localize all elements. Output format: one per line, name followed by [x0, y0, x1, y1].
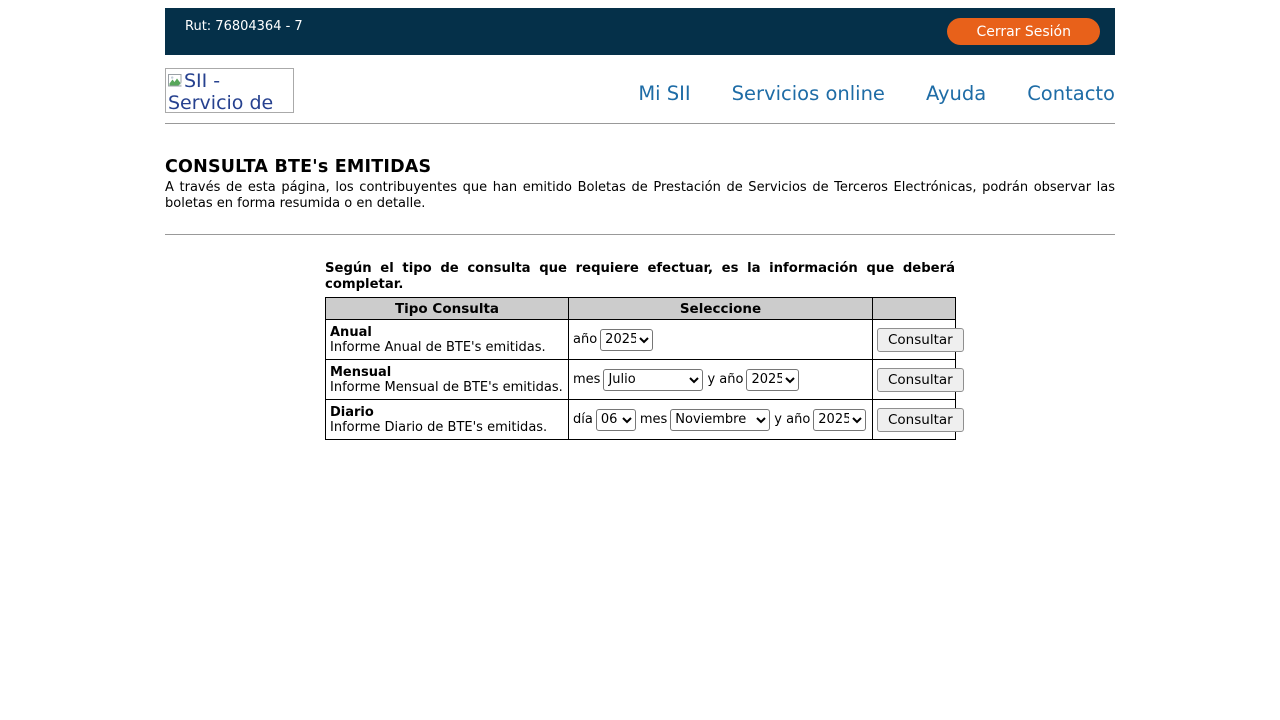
broken-image-icon	[168, 74, 183, 88]
diario-tipo-label: Diario	[330, 404, 374, 420]
main-content	[165, 157, 1115, 440]
anual-tipo-cell	[326, 320, 569, 360]
main-nav	[638, 82, 1115, 105]
mensual-mes-select[interactable]	[603, 369, 703, 391]
mensual-mes-label: mes	[573, 372, 601, 387]
rut-label: Rut: 76804364 - 7	[185, 19, 303, 34]
topbar	[165, 8, 1115, 55]
consulta-table	[325, 297, 956, 440]
logo-alt-text: SII - Servicio de	[168, 70, 274, 113]
diario-consultar-button[interactable]: Consultar	[877, 408, 964, 432]
col-header-empty	[873, 298, 956, 320]
mensual-consultar-button[interactable]: Consultar	[877, 368, 964, 392]
mensual-anio-label: y año	[707, 372, 744, 387]
page-container	[165, 8, 1115, 440]
col-header-tipo-consulta: Tipo Consulta	[326, 298, 569, 320]
diario-tipo-cell	[326, 400, 569, 440]
mensual-tipo-cell	[326, 360, 569, 400]
logout-button[interactable]: Cerrar Sesión	[947, 18, 1100, 45]
consulta-intro: Según el tipo de consulta que requiere efectuar, es la información que deberá completar.	[325, 261, 955, 292]
col-header-seleccione: Seleccione	[569, 298, 873, 320]
mensual-anio-select[interactable]	[746, 369, 799, 391]
anual-anio-select[interactable]	[600, 329, 653, 351]
anual-button-cell	[873, 320, 956, 360]
diario-mes-label: mes	[639, 412, 668, 427]
diario-button-cell	[873, 400, 956, 440]
page-description: A través de esta página, los contribuyentes que han emitido Boletas de Prestación de Servicios de Terceros Electrónicas, podrán observar las boletas en forma resumida o en detalle.	[165, 180, 1115, 211]
anual-descripcion: Informe Anual de BTE's emitidas.	[330, 339, 546, 355]
consulta-section	[325, 261, 955, 440]
mensual-tipo-label: Mensual	[330, 364, 392, 380]
diario-anio-select[interactable]	[813, 409, 866, 431]
mensual-descripcion: Informe Mensual de BTE's emitidas.	[330, 379, 563, 395]
anual-tipo-label: Anual	[330, 324, 372, 340]
nav-contacto[interactable]: Contacto	[1027, 82, 1115, 105]
table-header-row	[326, 298, 956, 320]
table-row-anual	[326, 320, 956, 360]
anual-anio-label: año	[573, 332, 598, 347]
nav-mi-sii[interactable]: Mi SII	[638, 82, 691, 105]
mensual-seleccione-cell	[569, 360, 873, 400]
page-title: CONSULTA BTE's EMITIDAS	[165, 157, 432, 177]
mensual-button-cell	[873, 360, 956, 400]
separator-line	[165, 234, 1115, 235]
site-header	[165, 55, 1115, 124]
diario-seleccione-cell	[569, 400, 873, 440]
anual-consultar-button[interactable]: Consultar	[877, 328, 964, 352]
diario-dia-label: día	[573, 412, 593, 427]
diario-dia-select[interactable]	[596, 409, 636, 431]
table-row-mensual	[326, 360, 956, 400]
diario-anio-label: y año	[774, 412, 811, 427]
diario-mes-select[interactable]	[670, 409, 770, 431]
table-row-diario	[326, 400, 956, 440]
nav-ayuda[interactable]: Ayuda	[925, 82, 987, 105]
nav-servicios-online[interactable]: Servicios online	[731, 82, 885, 105]
site-logo-broken-image[interactable]	[165, 68, 294, 113]
anual-seleccione-cell	[569, 320, 873, 360]
diario-descripcion: Informe Diario de BTE's emitidas.	[330, 419, 548, 435]
